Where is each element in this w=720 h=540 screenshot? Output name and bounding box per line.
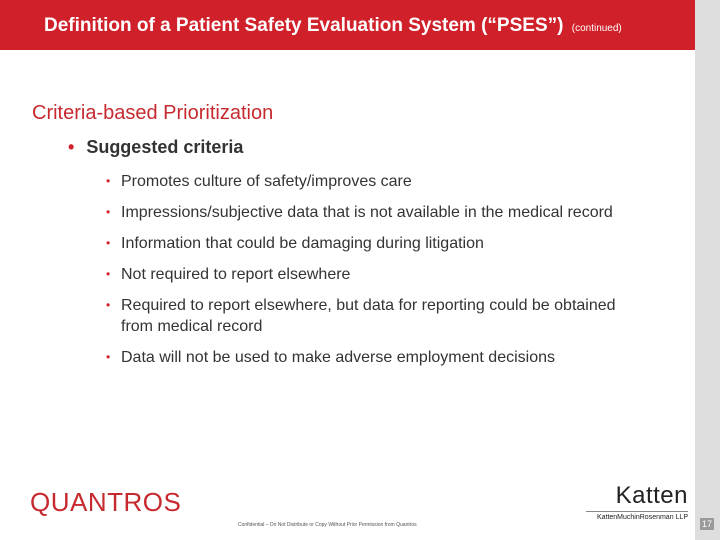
bullet-dot-icon: • (106, 298, 111, 312)
section-title: Criteria-based Prioritization (32, 102, 274, 124)
katten-logo (586, 483, 688, 521)
bullet-level1 (68, 137, 243, 158)
title-continued: (continued) (571, 23, 622, 34)
list-item (106, 347, 646, 368)
page-number: 17 (701, 519, 712, 529)
quantros-logo: QUANTROS (30, 487, 182, 517)
side-bar (695, 0, 720, 540)
slide-header (0, 0, 695, 50)
list-item (106, 202, 646, 223)
bullet-level1-text: Suggested criteria (86, 137, 244, 157)
list-item-text: Not required to report elsewhere (121, 266, 351, 283)
list-item-text: Promotes culture of safety/improves care (121, 173, 412, 190)
list-item (106, 171, 646, 192)
confidential-note: Confidential – Do Not Distribute or Copy Without Prior Permission from Quantros (238, 522, 417, 528)
bullet-icon: • (68, 137, 75, 157)
bullet-dot-icon: • (106, 350, 111, 364)
bullet-dot-icon: • (106, 205, 111, 219)
katten-logo-rule (586, 511, 688, 512)
bullet-dot-icon: • (106, 174, 111, 188)
bullet-dot-icon: • (106, 267, 111, 281)
slide-title (44, 15, 622, 37)
list-item-text: Impressions/subjective data that is not available in the medical record (121, 204, 613, 221)
title-text: Definition of a Patient Safety Evaluation System (“PSES”) (44, 15, 564, 36)
list-item (106, 295, 646, 337)
criteria-list (106, 171, 646, 378)
bullet-dot-icon: • (106, 236, 111, 250)
list-item (106, 233, 646, 254)
katten-logo-name: Katten (615, 482, 688, 509)
list-item (106, 264, 646, 285)
list-item-text: Required to report elsewhere, but data for reporting could be obtained from medical record (121, 297, 616, 335)
list-item-text: Information that could be damaging during litigation (121, 235, 484, 252)
list-item-text: Data will not be used to make adverse employment decisions (121, 349, 555, 366)
katten-logo-sub: KattenMuchinRosenman LLP (596, 514, 688, 521)
